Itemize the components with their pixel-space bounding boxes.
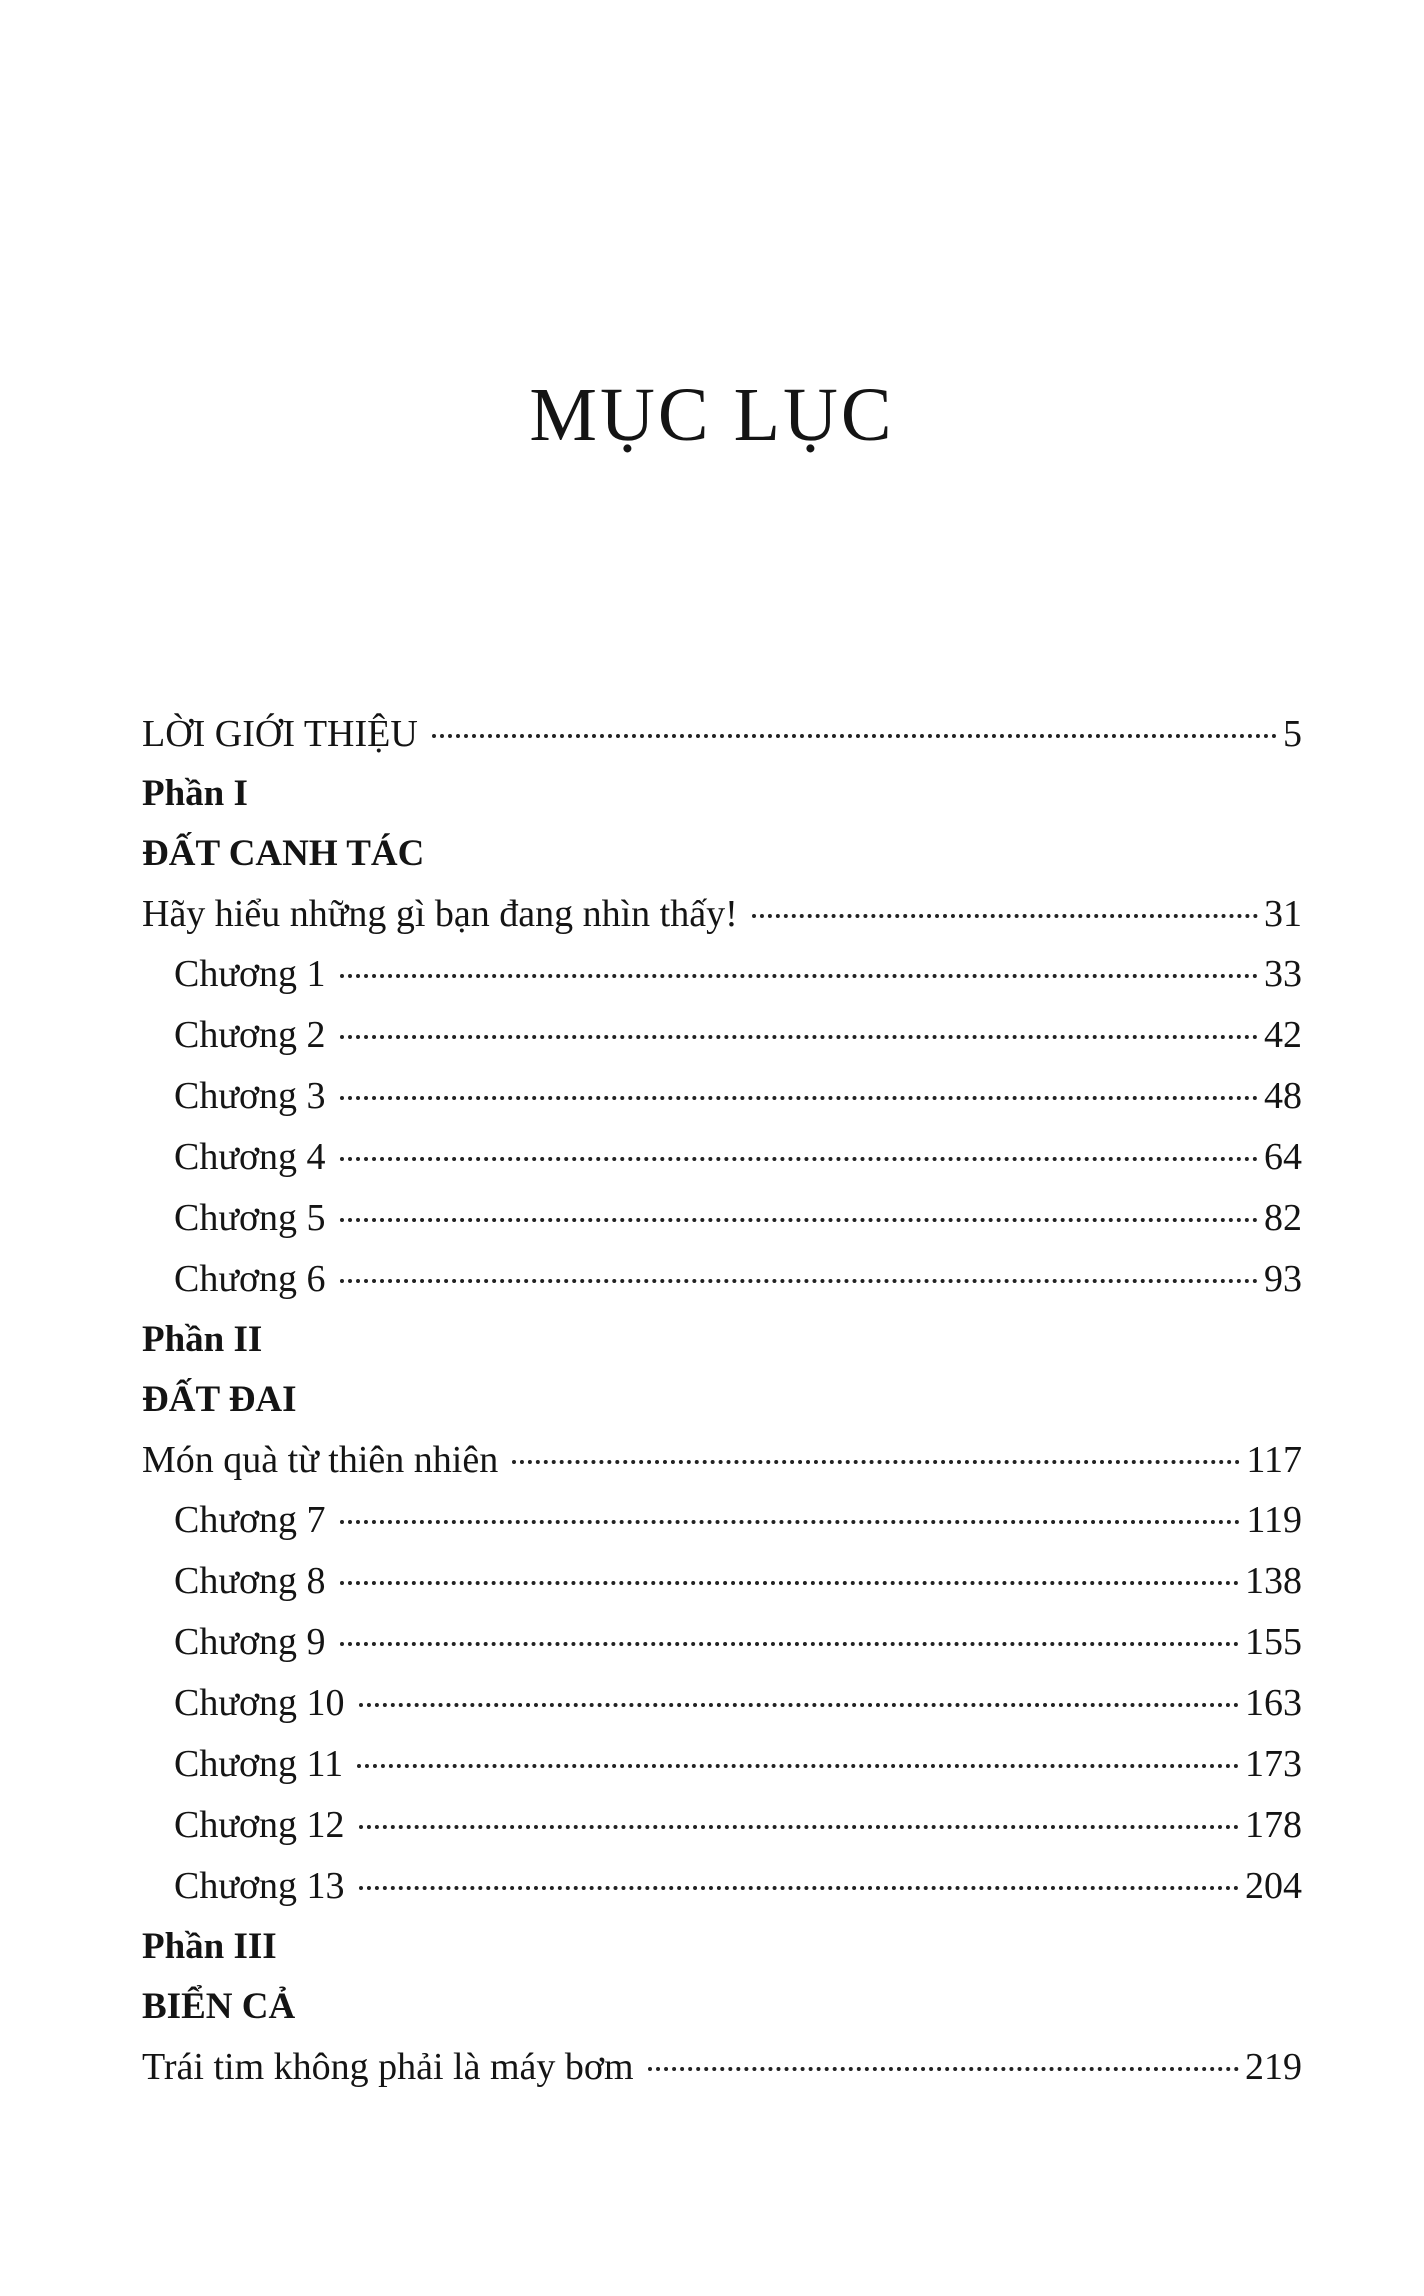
toc-entry-chapter: Chương 11 173: [174, 1743, 1302, 1785]
toc-entry-chapter: Chương 6 93: [174, 1258, 1302, 1300]
toc-page-number: 5: [1283, 713, 1302, 755]
toc-entry-chapter: Chương 9 155: [174, 1621, 1302, 1663]
toc-entry-chapter: Chương 13 204: [174, 1865, 1302, 1907]
toc-entry-chapter: Chương 8 138: [174, 1560, 1302, 1602]
part-label: Phần I: [142, 773, 248, 814]
part-label: Phần III: [142, 1926, 277, 1967]
toc-entry-intro: [142, 704, 1302, 764]
table-of-contents: [142, 704, 1302, 2097]
dot-leader: [340, 974, 1258, 978]
dot-leader: [340, 1218, 1258, 1222]
dot-leader: [340, 1157, 1258, 1161]
dot-leader: [648, 2067, 1239, 2071]
toc-page-number: 31: [1264, 893, 1302, 935]
dot-leader: [340, 1642, 1239, 1646]
toc-entry-label: Món quà từ thiên nhiên: [142, 1439, 499, 1481]
toc-entry-label: Trái tim không phải là máy bơm: [142, 2046, 634, 2088]
dot-leader: [340, 1035, 1258, 1039]
toc-entry-chapter: Chương 7 119: [174, 1499, 1302, 1541]
dot-leader: [752, 914, 1258, 918]
toc-entry-lead: [142, 884, 1302, 944]
toc-entry-chapter: Chương 2 42: [174, 1014, 1302, 1056]
toc-entry-chapter: Chương 1 33: [174, 953, 1302, 995]
toc-page-number: 117: [1246, 1439, 1302, 1481]
dot-leader: [340, 1520, 1241, 1524]
dot-leader: [340, 1581, 1239, 1585]
part-heading: ĐẤT CANH TÁC: [142, 833, 425, 874]
dot-leader: [340, 1279, 1258, 1283]
page-title: MỤC LỤC: [529, 373, 895, 457]
part-label: Phần II: [142, 1319, 263, 1360]
toc-entry-lead: [142, 2037, 1302, 2097]
toc-entry-chapter: Chương 5 82: [174, 1197, 1302, 1239]
part-heading: BIỂN CẢ: [142, 1986, 296, 2027]
toc-page-number: 219: [1245, 2046, 1302, 2088]
toc-entry-label: LỜI GIỚI THIỆU: [142, 713, 418, 755]
part-heading: ĐẤT ĐAI: [142, 1379, 297, 1420]
toc-entry-label: Hãy hiểu những gì bạn đang nhìn thấy!: [142, 893, 738, 935]
toc-entry-lead: [142, 1430, 1302, 1490]
toc-entry-chapter: Chương 3 48: [174, 1075, 1302, 1117]
dot-leader: [359, 1825, 1239, 1829]
dot-leader: [432, 734, 1277, 738]
dot-leader: [359, 1886, 1239, 1890]
toc-entry-chapter: Chương 12 178: [174, 1804, 1302, 1846]
dot-leader: [512, 1460, 1240, 1464]
dot-leader: [357, 1764, 1239, 1768]
dot-leader: [359, 1703, 1239, 1707]
dot-leader: [340, 1096, 1258, 1100]
toc-entry-chapter: Chương 10 163: [174, 1682, 1302, 1724]
toc-entry-chapter: Chương 4 64: [174, 1136, 1302, 1178]
